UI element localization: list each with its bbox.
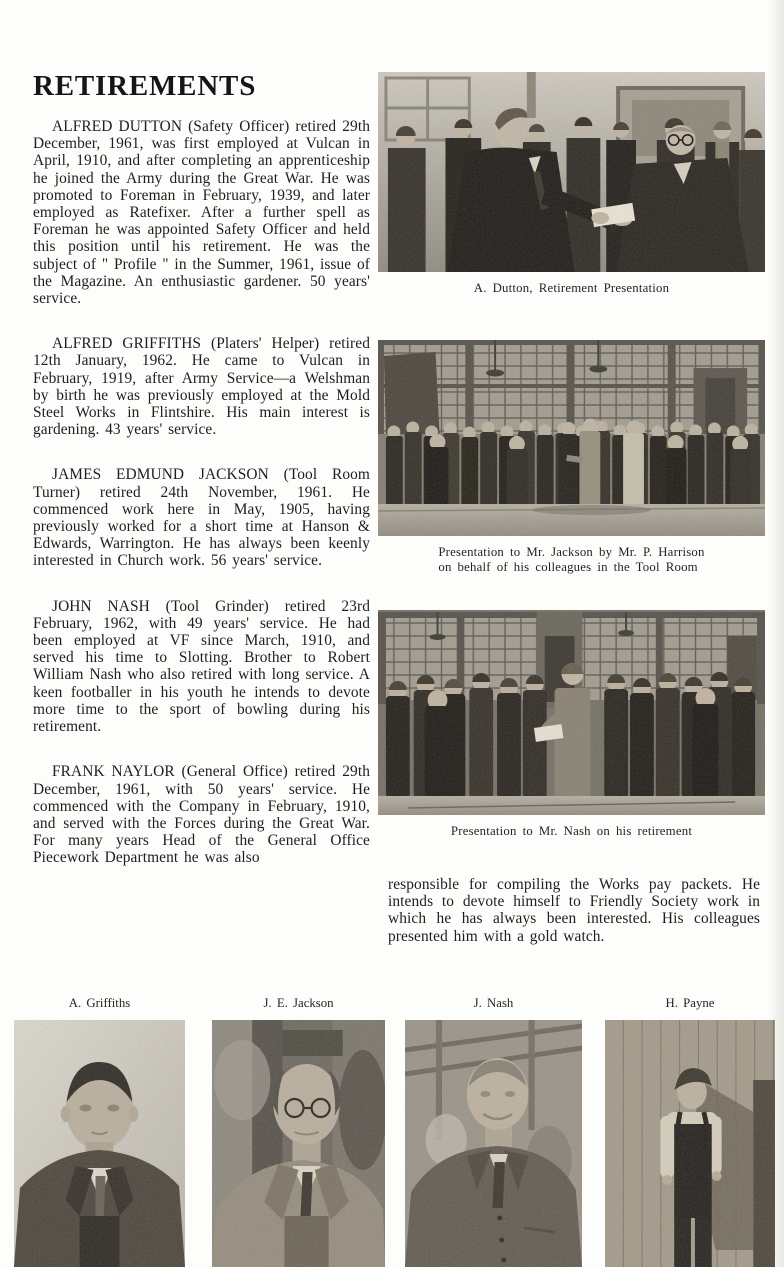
portrait-label-jackson: J. E. Jackson <box>263 996 334 1010</box>
photo-caption-dutton: A. Dutton, Retirement Presentation <box>473 281 670 295</box>
article-dutton: ALFRED DUTTON (Safety Officer) retired 29th December, 1961, was first employed at Vulcan in April, 1910, and after completing an apprenticeship he joined the Army during the Great War. He was promoted to Foreman in February, 1939, and later employed as Ratefixer. After a further spell as Foreman he was appointed Safety Officer and held this position until his retirement. He was the subject of " Profile " in the Summer, 1961, issue of the Magazine. An enthusiastic gardener. 50 years' service. <box>33 118 370 308</box>
photo-jackson-presentation <box>378 340 765 536</box>
payne-portrait-image <box>605 1020 775 1267</box>
caption-line-1: Presentation to Mr. Jackson by Mr. P. Harrison <box>438 545 705 559</box>
portrait-label-payne: H. Payne <box>665 996 715 1010</box>
page-title: RETIREMENTS <box>33 70 257 102</box>
jackson-presentation-image <box>378 340 765 536</box>
portrait-photo-payne <box>605 1020 775 1267</box>
article-jackson: JAMES EDMUND JACKSON (Tool Room Turner) retired 24th November, 1961. He commenced work here in May, 1905, having previously worked for a short time at Hanson & Edwards, Warrington. He has always been keenly interested in Church work. 56 years' service. <box>33 466 370 570</box>
article-column <box>33 118 370 895</box>
nash-portrait-image <box>405 1020 582 1267</box>
jackson-portrait-image <box>212 1020 385 1267</box>
scan-edge <box>768 0 784 1267</box>
dutton-presentation-image <box>378 72 765 272</box>
article-naylor-continued: responsible for compiling the Works pay packets. He intends to devote himself to Friendly Society work in which he has always been interested. His colleagues presented him with a gold watch. <box>388 876 760 945</box>
portrait-label-nash: J. Nash <box>473 996 514 1010</box>
photo-caption-jackson <box>378 545 765 574</box>
portrait-photo-griffiths <box>14 1020 185 1267</box>
portrait-photo-jackson <box>212 1020 385 1267</box>
photo-caption-nash: Presentation to Mr. Nash on his retirement <box>450 824 693 838</box>
article-nash: JOHN NASH (Tool Grinder) retired 23rd February, 1962, with 49 years' service. He had been employed at VF since March, 1910, and served his time to Slotting. Brother to Robert William Nash who also retired with long service. A keen footballer in his youth he intends to devote more time to the sport of bowling during his retirement. <box>33 597 370 736</box>
article-naylor: FRANK NAYLOR (General Office) retired 29th December, 1961, with 50 years' service. He commenced with the Company in February, 1910, and served with the Forces during the Great War. For many years Head of the General Office Piecework Department he was also <box>33 763 370 867</box>
nash-presentation-image <box>378 610 765 815</box>
photo-dutton-presentation <box>378 72 765 272</box>
portrait-label-griffiths: A. Griffiths <box>68 996 131 1010</box>
photo-nash-presentation <box>378 610 765 815</box>
caption-line-2: on behalf of his colleagues in the Tool Room <box>438 559 698 574</box>
article-griffiths: ALFRED GRIFFITHS (Platers' Helper) retired 12th January, 1962. He came to Vulcan in February, 1919, after Army Service—a Welshman by birth he was previously employed at the Mold Steel Works in Flintshire. His main interest is gardening. 43 years' service. <box>33 335 370 439</box>
portrait-photo-nash <box>405 1020 582 1267</box>
griffiths-portrait-image <box>14 1020 185 1267</box>
